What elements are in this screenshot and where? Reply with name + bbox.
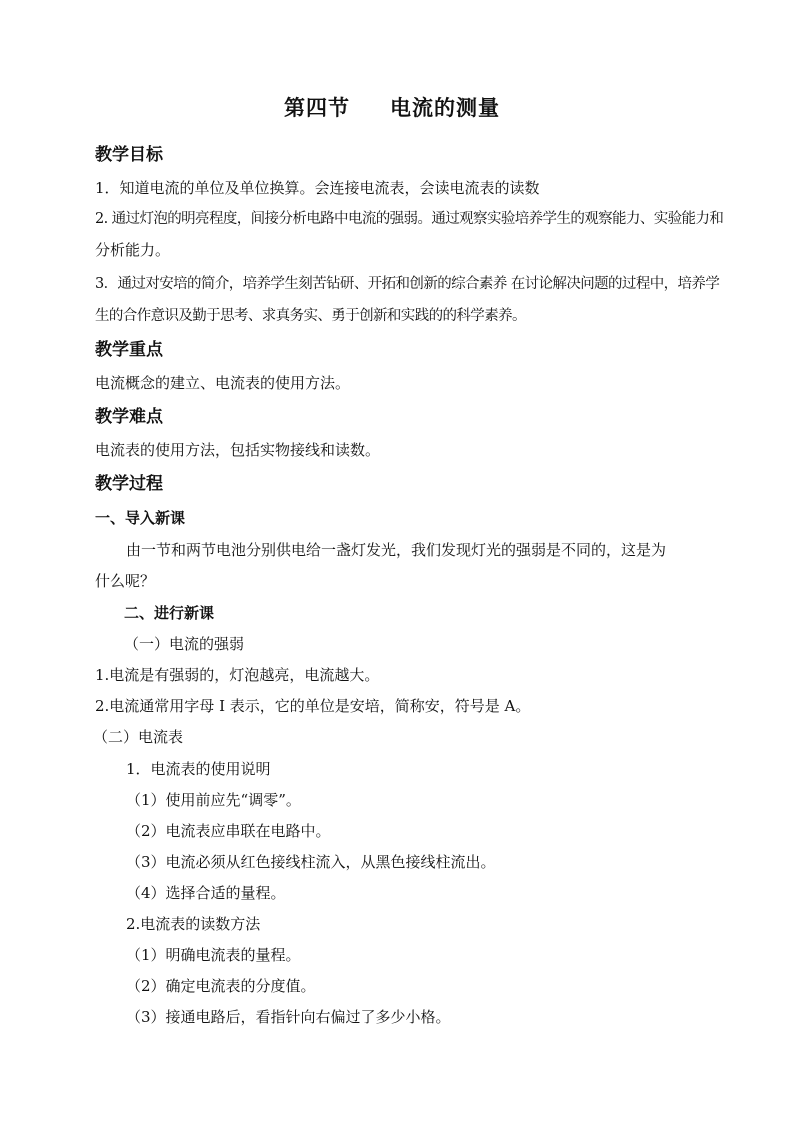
section-2-heading: 二、进行新课 <box>124 604 215 622</box>
usage-heading: 1．电流表的使用说明 <box>126 760 271 778</box>
usage-step: （4）选择合适的量程。 <box>126 884 286 902</box>
reading-step: （1）明确电流表的量程。 <box>126 946 301 964</box>
section-1-heading: 一、导入新课 <box>95 509 186 527</box>
key-points-heading: 教学重点 <box>95 340 163 360</box>
title-topic: 电流的测量 <box>390 95 500 120</box>
objective-3-line-1: 3．通过对安培的简介，培养学生刻苦钻研、开拓和创新的综合素养 在讨论解决问题的过程中，培养学 <box>95 276 720 292</box>
reading-step: （3）接通电路后，看指针向右偏过了多少小格。 <box>126 1008 451 1026</box>
part-1-heading: （一）电流的强弱 <box>124 635 245 653</box>
reading-step: （2）确定电流表的分度值。 <box>126 977 316 995</box>
section-1-line-1: 由一节和两节电池分别供电给一盏灯发光，我们发现灯光的强弱是不同的，这是为 <box>126 541 667 559</box>
objective-2-line-2: 分析能力。 <box>95 241 171 259</box>
objective-1: 1．知道电流的单位及单位换算。会连接电流表，会读电流表的读数 <box>95 179 540 197</box>
reading-heading: 2.电流表的读数方法 <box>126 915 261 933</box>
objectives-heading: 教学目标 <box>95 145 163 165</box>
part-1-item-2: 2.电流通常用字母 I 表示，它的单位是安培，简称安，符号是 A。 <box>95 697 531 715</box>
difficulties-heading: 教学难点 <box>95 407 163 427</box>
usage-step: （1）使用前应先“调零”。 <box>126 791 301 809</box>
usage-step: （3）电流必须从红色接线柱流入，从黑色接线柱流出。 <box>126 853 496 871</box>
part-2-heading: （二）电流表 <box>93 728 184 746</box>
objective-2-line-1: 2. 通过灯泡的明亮程度，间接分析电路中电流的强弱。通过观察实验培养学生的观察能力、实验能力和 <box>95 211 724 227</box>
part-1-item-1: 1.电流是有强弱的，灯泡越亮，电流越大。 <box>95 666 380 684</box>
page-title <box>284 95 500 120</box>
key-points-text: 电流概念的建立、电流表的使用方法。 <box>95 374 351 392</box>
usage-step: （2）电流表应串联在电路中。 <box>126 822 331 840</box>
objective-3-line-2: 生的合作意识及勤于思考、求真务实、勇于创新和实践的的科学素养。 <box>95 308 526 324</box>
process-heading: 教学过程 <box>95 474 163 494</box>
difficulties-text: 电流表的使用方法，包括实物接线和读数。 <box>95 441 381 459</box>
title-section-number: 第四节 <box>284 95 350 120</box>
section-1-line-2: 什么呢？ <box>95 572 156 590</box>
